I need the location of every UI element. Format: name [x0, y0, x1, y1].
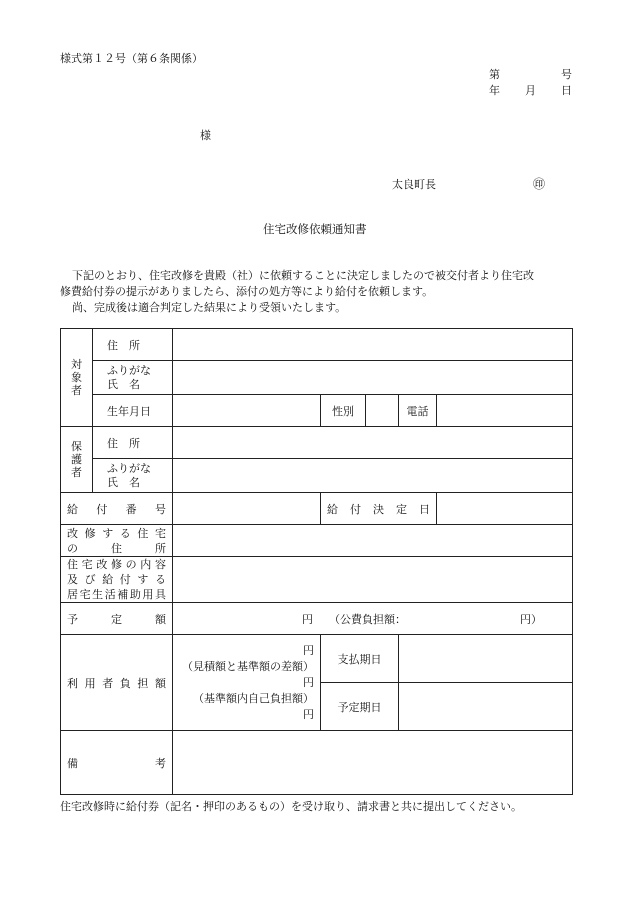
subject-group-label: 対 象 者 — [71, 358, 82, 397]
benefit-number-input[interactable] — [173, 493, 321, 525]
gender-input[interactable] — [366, 395, 399, 427]
public-share-label: （公費負担額： — [329, 612, 406, 626]
planned-yen-unit: 円 — [302, 612, 313, 626]
body-line-3: 尚、完成後は適合判定した結果により受領いたします。 — [72, 301, 347, 314]
phone-label: 電話 — [399, 395, 437, 427]
guardian-name-input[interactable] — [173, 459, 573, 493]
birthdate-label: 生年月日 — [93, 395, 173, 427]
guardian-name-label: ふりがな 氏 名 — [93, 459, 173, 493]
payment-date-label: 支払期日 — [321, 635, 399, 683]
number-prefix: 第 — [489, 68, 500, 81]
guardian-group-cell — [61, 427, 93, 493]
subject-name-label: ふりがな 氏 名 — [93, 361, 173, 395]
renovated-address-input[interactable] — [173, 525, 573, 557]
guardian-address-label: 住 所 — [93, 427, 173, 459]
birthdate-input[interactable] — [173, 395, 321, 427]
planned-date-input[interactable] — [399, 683, 573, 731]
seal-mark: ㊞ — [533, 177, 546, 191]
phone-input[interactable] — [437, 395, 573, 427]
decision-date-input[interactable] — [437, 493, 573, 525]
planned-amount-input[interactable] — [173, 603, 573, 635]
date-month: 月 — [525, 84, 536, 97]
decision-date-label: 給 付 決 定 日 — [321, 493, 437, 525]
gender-label: 性別 — [321, 395, 366, 427]
body-line-2: 修費給付券の提示がありましたら、添付の処方等により給付を依頼します。 — [60, 285, 434, 298]
date-day: 日 — [561, 84, 572, 97]
number-suffix: 号 — [561, 68, 572, 81]
public-share-close: 円） — [520, 612, 543, 626]
notice-form-table — [60, 328, 573, 795]
issuer-name: 太良町長 — [392, 178, 436, 191]
renovation-content-input[interactable] — [173, 557, 573, 603]
user-burden-label: 利 用 者 負 担 額 — [61, 635, 173, 731]
remarks-input[interactable] — [173, 731, 573, 795]
remarks-label: 備 考 — [61, 731, 173, 795]
form-number: 様式第１２号（第６条関係） — [60, 52, 203, 65]
guardian-address-input[interactable] — [173, 427, 573, 459]
document-title: 住宅改修依頼通知書 — [263, 222, 367, 236]
renovation-content-label: 住 宅 改 修 の 内 容 及 び 給 付 す る 居 宅 生 活 補 助 用 具 — [61, 557, 173, 603]
benefit-number-label: 給 付 番 号 — [61, 493, 173, 525]
addressee-honorific: 様 — [200, 129, 211, 142]
footer-note: 住宅改修時に給付券（記名・押印のあるもの）を受け取り、請求書と共に提出してください。 — [60, 800, 522, 813]
subject-address-input[interactable] — [173, 329, 573, 361]
planned-amount-label: 予 定 額 — [61, 603, 173, 635]
diff-note: （見積額と基準額の差額） — [182, 659, 314, 673]
date-year: 年 — [489, 84, 500, 97]
renovated-address-label: 改 修 す る 住 宅 の 住 所 — [61, 525, 173, 557]
self-note: （基準額内自己負担額） — [193, 691, 314, 705]
subject-address-label: 住 所 — [93, 329, 173, 361]
subject-name-input[interactable] — [173, 361, 573, 395]
user-burden-amounts[interactable]: 円 （見積額と基準額の差額） 円 （基準額内自己負担額） 円 — [173, 635, 321, 731]
planned-date-label: 予定期日 — [321, 683, 399, 731]
payment-date-input[interactable] — [399, 635, 573, 683]
subject-group-cell — [61, 329, 93, 427]
body-line-1: 下記のとおり、住宅改修を貴殿（社）に依頼することに決定しましたので被交付者より住宅改 — [72, 269, 534, 282]
guardian-group-label: 保 護 者 — [71, 440, 82, 479]
